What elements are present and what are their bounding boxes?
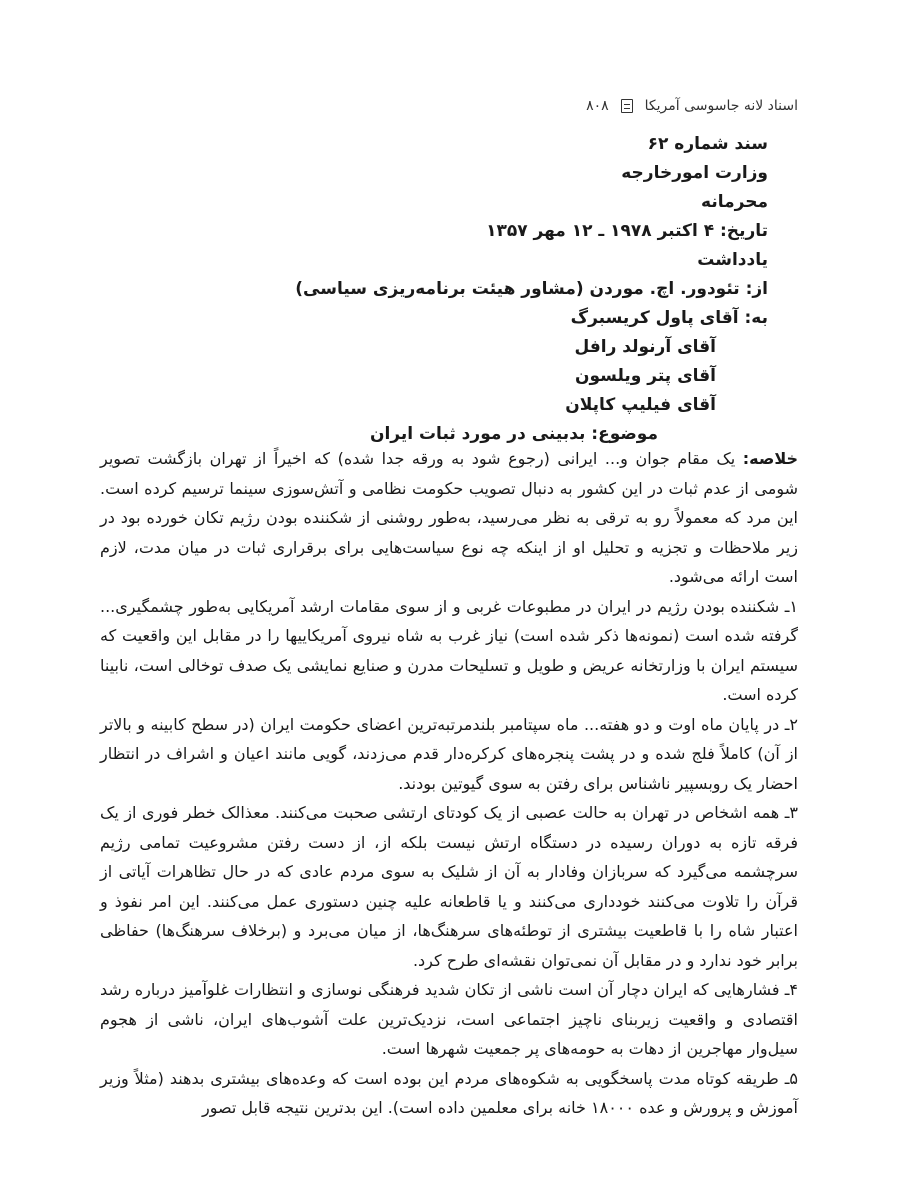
document-body bbox=[100, 444, 798, 1123]
from-line: از: تئودور. اچ. موردن (مشاور هیئت برنامه‌ریزی سیاسی) bbox=[295, 279, 768, 299]
document-icon bbox=[621, 99, 633, 113]
document-number: سند شماره ۶۲ bbox=[647, 134, 768, 154]
classification: محرمانه bbox=[701, 192, 768, 212]
paragraph-4: ۴ـ فشارهایی که ایران دچار آن است ناشی از تکان شدید فرهنگی نوسازی و انتظارات غلوآمیز درباره رشد اقتصادی و واقعیت زیربنای ناچیز اجتماعی است، نزدیک‌ترین علت آشوب‌های ایران، ناشی از هجوم سیل‌وار مهاجرین از دهات به حومه‌های پر جمعیت شهرها است. bbox=[100, 980, 798, 1058]
page-number: ۸۰۸ bbox=[586, 98, 609, 114]
subject-line: موضوع: بدبینی در مورد ثبات ایران bbox=[369, 424, 658, 444]
ministry: وزارت امورخارجه bbox=[621, 163, 768, 183]
document-metadata bbox=[128, 130, 768, 449]
summary-text: یک مقام جوان و... ایرانی (رجوع شود به ورقه جدا شده) که اخیراً از تهران بازگشت تصویر شومی از عدم ثبات در این کشور به دنبال تصویب حکومت نظامی و آتش‌سوزی سینما ترسیم کرده است. این مرد که معمولاً رو به ترقی به نظر می‌رسید، به‌طور روشنی از شکننده بودن رژیم تکان خورده بود در زیر ملاحظات و تجزیه و تحلیل او از اینکه چه نوع سیاست‌هایی برای برقراری ثبات در میان مدت، لازم است ارائه می‌شود. bbox=[100, 449, 798, 586]
book-title: اسناد لانه جاسوسی آمریکا bbox=[644, 98, 798, 114]
document-type: یادداشت bbox=[697, 250, 768, 270]
paragraph-5: ۵ـ طریقه کوتاه مدت پاسخگویی به شکوه‌های مردم این بوده است که وعده‌های بیشتری بدهند (مثلاً وزیر آموزش و پرورش و عده ۱۸۰۰۰ خانه برای معلمین داده است). این بدترین نتیجه قابل تصور bbox=[100, 1068, 798, 1117]
to-line: به: آقای پاول کریسبرگ bbox=[570, 308, 768, 328]
paragraph-1: ۱ـ شکننده بودن رژیم در ایران در مطبوعات غربی و از سوی مقامات ارشد آمریکایی به‌طور چشمگیری... گرفته شده است (نمونه‌ها ذکر شده است) نیاز غرب به شاه نیروی آمریکاییها را در مقابل این واقعیت که سیستم ایران با وزارتخانه عریض و طویل و تسلیحات مدرن و صنایع نمایشی یک صدف توخالی است، نابینا کرده است. bbox=[100, 596, 798, 704]
recipient: آقای آرنولد رافل bbox=[574, 337, 716, 357]
paragraph-2: ۲ـ در پایان ماه اوت و دو هفته... ماه سپتامبر بلندمرتبه‌ترین اعضای حکومت ایران (در سطح کابینه و بالاتر از آن) کاملاً فلج شده و در پشت پنجره‌های کرکره‌دار قدم می‌زدند، گویی مانند اعیان و اشراف در انتظار احضار یک روبسپیر ناشناس برای رفتن به سوی گیوتین بودند. bbox=[100, 714, 798, 793]
document-date: تاریخ: ۴ اکتبر ۱۹۷۸ ـ ۱۲ مهر ۱۳۵۷ bbox=[486, 221, 768, 241]
paragraph-3: ۳ـ همه اشخاص در تهران به حالت عصبی از یک کودتای ارتشی صحبت می‌کنند. معذالک خطر فوری از یک فرقه تازه به دوران رسیده در دستگاه ارتش نیست بلکه از، از دست رفتن مشروعیت تمامی رژیم سرچشمه می‌گیرد که سربازان وفادار به آن از شلیک به سوی مردم عادی که در حال تظاهرات آیاتی از قرآن را تلاوت می‌کنند خودداری می‌کنند و یا قاطعانه علیه چنین دستوری عمل می‌کنند. این امر نفوذ و اعتبار شاه را با قاطعیت بیشتری از توطئه‌های سرهنگ‌ها، از میان می‌برد و (برخلاف سرهنگ‌ها) حفاظی برابر خود ندارد و در مقابل آن نمی‌توان نقشه‌ای طرح کرد. bbox=[100, 803, 798, 970]
summary-label: خلاصه: bbox=[742, 449, 798, 468]
summary-paragraph bbox=[100, 444, 798, 592]
recipient: آقای پتر ویلسون bbox=[574, 366, 716, 386]
running-header bbox=[438, 95, 798, 117]
recipient: آقای فیلیپ کاپلان bbox=[565, 395, 716, 415]
